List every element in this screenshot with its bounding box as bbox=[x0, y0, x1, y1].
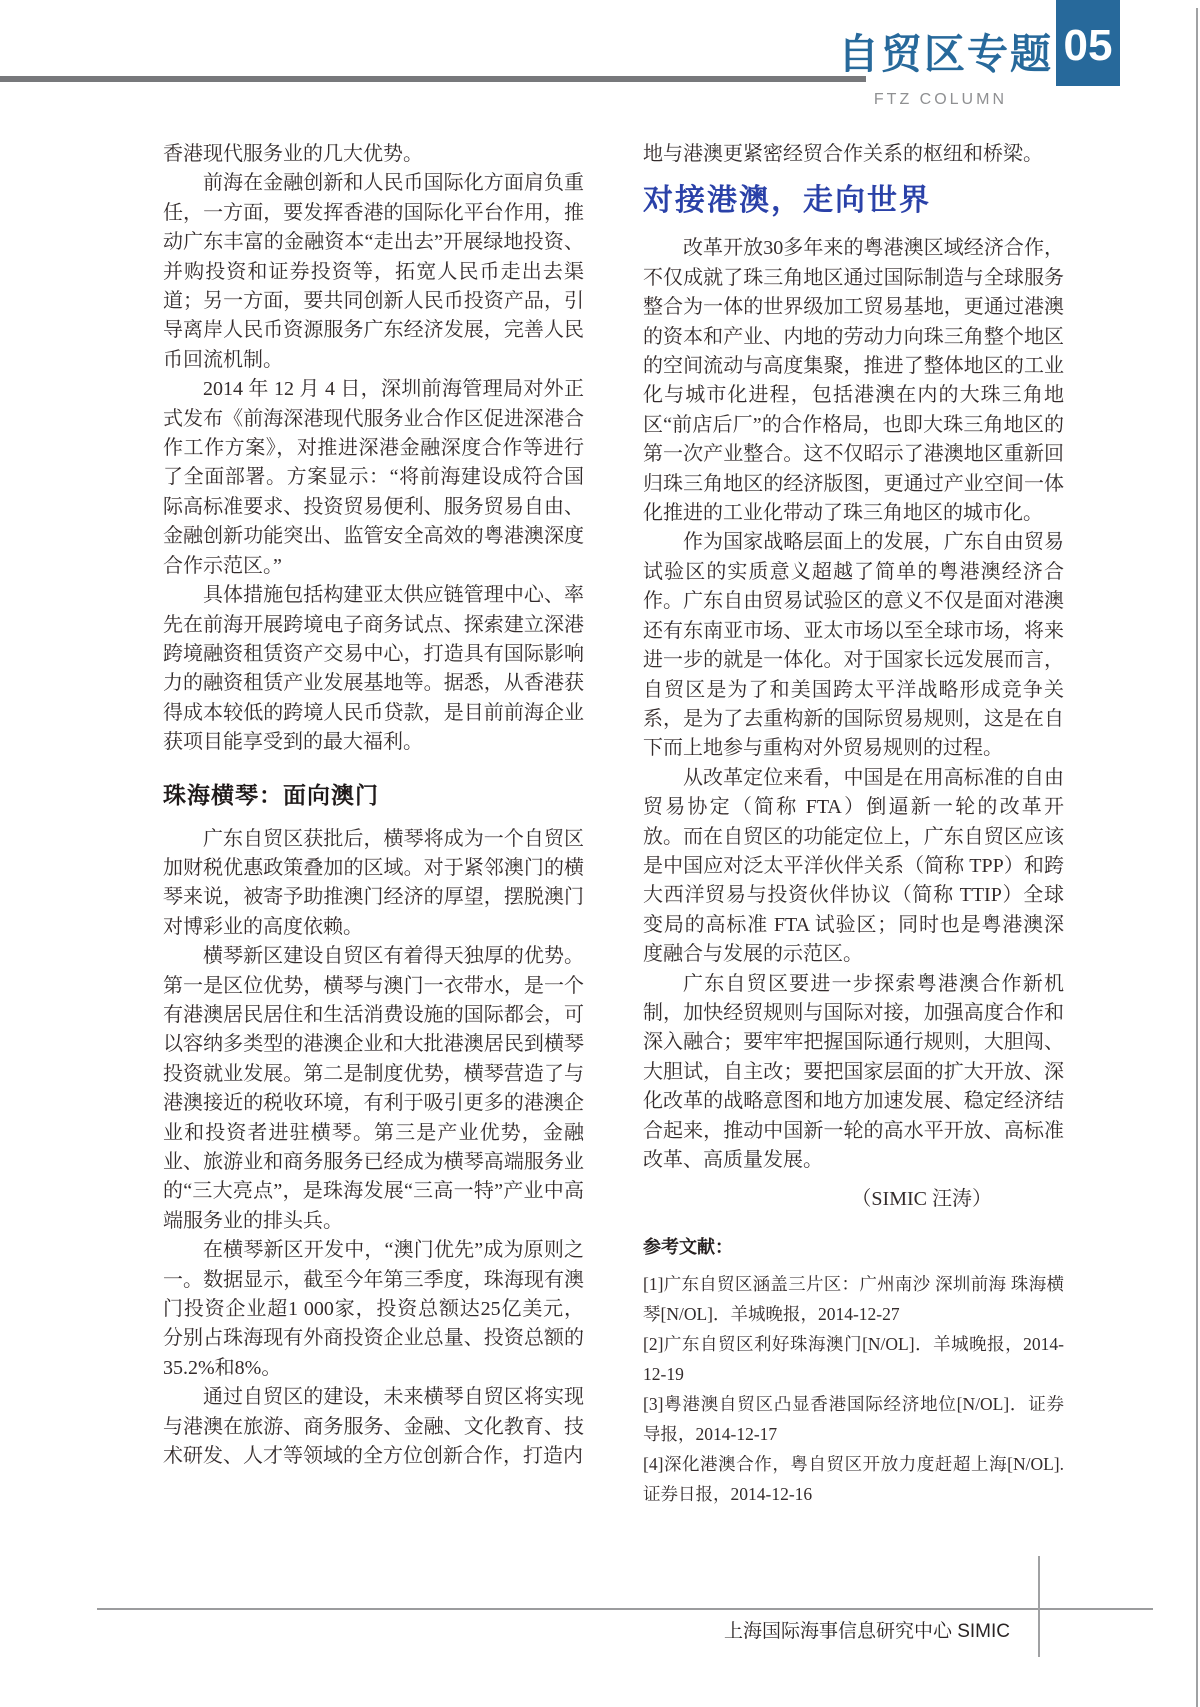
header-title-row bbox=[838, 0, 1120, 86]
header-rule bbox=[0, 76, 866, 82]
references-title: 参考文献： bbox=[643, 1236, 733, 1257]
column-subtitle: FTZ COLUMN bbox=[873, 91, 1007, 108]
section-heading-duijie-gangao: 对接港澳，走向世界 bbox=[643, 184, 931, 218]
qianhai-paragraphs bbox=[163, 169, 584, 757]
reference-item: [4]深化港澳合作，粤自贸区开放力度赶超上海[N/OL]. 证券日报，2014-12-16 bbox=[643, 1453, 1064, 1504]
paragraph: 广东自贸区获批后，横琴将成为一个自贸区加财税优惠政策叠加的区域。对于紧邻澳门的横琴来说，被寄予助推澳门经济的厚望，摆脱澳门对博彩业的高度依赖。 bbox=[163, 827, 584, 938]
paragraph: 前海在金融创新和人民币国际化方面肩负重任，一方面，要发挥香港的国际化平台作用，推动广东丰富的金融资本“走出去”开展绿地投资、并购投资和证券投资等，拓宽人民币走出去渠道；另一方面，要共同创新人民币投资产品，引导离岸人民币资源服务广东经济发展，完善人民币回流机制。 bbox=[163, 172, 584, 371]
paragraph: 广东自贸区要进一步探索粤港澳合作新机制，加快经贸规则与国际对接，加强高度合作和深入融合；要牢牢把握国际通行规则，大胆闯、大胆试，自主改；要把国家层面的扩大开放、深化改革的战略意图和地方加速发展、稳定经济结合起来，推动中国新一轮的高水平开放、高标准改革、高质量发展。 bbox=[643, 972, 1064, 1171]
page-number-badge bbox=[1056, 0, 1120, 86]
references-list bbox=[643, 1269, 1064, 1509]
subheading-zhuhai-hengqin: 珠海横琴：面向澳门 bbox=[163, 781, 379, 808]
paragraph: 改革开放30多年来的粤港澳区域经济合作，不仅成就了珠三角地区通过国际制造与全球服务整合为一体的世界级加工贸易基地，更通过港澳的资本和产业、内地的劳动力向珠三角整个地区的空间流动与高度集聚，推进了整体地区的工业化与城市化进程，包括港澳在内的大珠三角地区“前店后厂”的合作格局，也即大珠三角地区的第一次产业整合。这不仅昭示了港澳地区重新回归珠三角地区的经济版图，更通过产业空间一体化推进的工业化带动了珠三角地区的城市化。 bbox=[643, 237, 1064, 525]
page-header bbox=[838, 0, 1120, 109]
byline: （SIMIC 汪涛） bbox=[851, 1188, 992, 1211]
footer-rule bbox=[97, 1608, 1153, 1610]
paragraph: 从改革定位来看，中国是在用高标准的自由贸易协定（简称 FTA）倒逼新一轮的改革开放。而在自贸区的功能定位上，广东自贸区应该是中国应对泛太平洋伙伴关系（简称 TPP）和跨大西洋贸易与投资伙伴协议（简称 TTIP）全球变局的高标准 FTA 试验区；同时也是粤港澳深度融合与发展的示范区。 bbox=[643, 766, 1064, 966]
paragraph: 2014 年 12 月 4 日，深圳前海管理局对外正式发布《前海深港现代服务业合作区促进深港合作工作方案》，对推进深港金融深度合作等进行了全面部署。方案显示：“将前海建设成符合国际高标准要求、投资贸易便利、服务贸易自由、金融创新功能突出、监管安全高效的粤港澳深度合作示范区。” bbox=[163, 378, 584, 577]
footer-vertical-rule bbox=[1038, 1556, 1040, 1657]
reference-item: [2]广东自贸区利好珠海澳门[N/OL]．羊城晚报，2014-12-19 bbox=[643, 1333, 1064, 1384]
page-number: 05 bbox=[1063, 21, 1113, 70]
section-paragraphs bbox=[643, 234, 1064, 1175]
reference-item: [3]粤港澳自贸区凸显香港国际经济地位[N/OL]．证券导报，2014-12-17 bbox=[643, 1393, 1064, 1444]
paragraph: 通过自贸区的建设，未来横琴自贸区将实现与港澳在旅游、商务服务、金融、文化教育、技术研发、人才等领域的全方位创新合作，打造内 bbox=[163, 1386, 584, 1468]
page-right-border bbox=[1196, 8, 1198, 1707]
continuation-paragraph: 地与港澳更紧密经贸合作关系的枢纽和桥梁。 bbox=[643, 143, 1043, 165]
reference-item: [1]广东自贸区涵盖三片区：广州南沙 深圳前海 珠海横琴[N/OL]．羊城晚报，2014-12-27 bbox=[643, 1273, 1064, 1324]
paragraph: 在横琴新区开发中，“澳门优先”成为原则之一。数据显示，截至今年第三季度，珠海现有澳门投资企业超1 000家，投资总额达25亿美元，分别占珠海现有外商投资企业总量、投资总额的35.2%和8%。 bbox=[163, 1239, 584, 1379]
column-title: 自贸区专题 bbox=[838, 30, 1053, 77]
paragraph: 具体措施包括构建亚太供应链管理中心、率先在前海开展跨境电子商务试点、探索建立深港跨境融资租赁资产交易中心，打造具有国际影响力的融资租赁产业发展基地等。据悉，从香港获得成本较低的跨境人民币贷款，是目前前海企业获项目能享受到的最大福利。 bbox=[163, 584, 584, 754]
paragraph: 作为国家战略层面上的发展，广东自由贸易试验区的实质意义超越了简单的粤港澳经济合作。广东自由贸易试验区的意义不仅是面对港澳还有东南亚市场、亚太市场以至全球市场，将来进一步的就是一体化。对于国家长远发展而言，自贸区是为了和美国跨太平洋战略形成竞争关系，是为了去重构新的国际贸易规则，这是在自下而上地参与重构对外贸易规则的过程。 bbox=[643, 531, 1064, 760]
footer-text: 上海国际海事信息研究中心 SIMIC bbox=[723, 1621, 1010, 1642]
hengqin-paragraphs bbox=[163, 825, 584, 1472]
paragraph: 横琴新区建设自贸区有着得天独厚的优势。第一是区位优势，横琴与澳门一衣带水，是一个有港澳居民居住和生活消费设施的国际都会，可以容纳多类型的港澳企业和大批港澳居民到横琴投资就业发展。第二是制度优势，横琴营造了与港澳接近的税收环境，有利于吸引更多的港澳企业和投资者进驻横琴。第三是产业优势，金融业、旅游业和商务服务已经成为横琴高端服务业的“三大亮点”，是珠海发展“三高一特”产业中高端服务业的排头兵。 bbox=[163, 945, 584, 1232]
left-column bbox=[163, 140, 584, 1471]
continuation-paragraph: 香港现代服务业的几大优势。 bbox=[163, 143, 423, 165]
right-column bbox=[643, 140, 1064, 1509]
